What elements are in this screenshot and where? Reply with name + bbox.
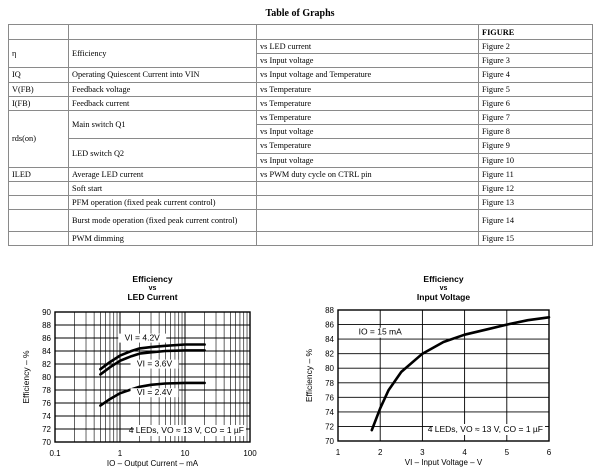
x-tick-label: 1 bbox=[335, 448, 341, 457]
table-row bbox=[9, 68, 593, 82]
x-tick-label: 5 bbox=[504, 448, 510, 457]
figure-cell: Figure 13 bbox=[479, 196, 593, 210]
y-tick-label: 88 bbox=[42, 321, 51, 330]
condition-cell: vs Input voltage bbox=[257, 54, 479, 68]
efficiency-vs-input-voltage-chart bbox=[300, 270, 600, 469]
y-tick-label: 90 bbox=[42, 308, 51, 317]
conditions-annotation: 4 LEDs, VO ≈ 13 V, CO = 1 µF bbox=[427, 424, 543, 434]
parameter-cell: PWM dimming bbox=[69, 232, 257, 246]
parameter-cell: Efficiency bbox=[69, 40, 257, 68]
figure-cell: Figure 3 bbox=[479, 54, 593, 68]
figure-cell: Figure 12 bbox=[479, 181, 593, 195]
condition-cell: vs Temperature bbox=[257, 96, 479, 110]
y-tick-label: 72 bbox=[325, 422, 334, 432]
parameter-cell: Feedback voltage bbox=[69, 82, 257, 96]
y-tick-label: 72 bbox=[42, 425, 51, 434]
x-axis-label: IO – Output Current – mA bbox=[106, 459, 199, 468]
y-tick-label: 84 bbox=[42, 347, 51, 356]
series-label: VI = 4.2V bbox=[124, 332, 160, 343]
symbol-cell: η bbox=[9, 40, 69, 68]
y-tick-label: 78 bbox=[325, 378, 334, 388]
parameter-cell: Main switch Q1 bbox=[69, 110, 257, 138]
condition-cell: vs Temperature bbox=[257, 82, 479, 96]
y-tick-label: 88 bbox=[325, 306, 334, 315]
y-tick-label: 78 bbox=[42, 386, 51, 395]
table-row bbox=[9, 210, 593, 232]
x-tick-label: 10 bbox=[180, 449, 190, 458]
table-row bbox=[9, 167, 593, 181]
table-row bbox=[9, 139, 593, 153]
x-tick-label: 2 bbox=[377, 448, 383, 457]
y-axis-label: Efficiency – % bbox=[304, 348, 314, 403]
y-axis-label: Efficiency – % bbox=[21, 350, 31, 404]
parameter-cell: Burst mode operation (fixed peak current control) bbox=[69, 210, 257, 232]
chart-subtitle: Input Voltage bbox=[416, 292, 471, 302]
parameter-cell: LED switch Q2 bbox=[69, 139, 257, 167]
figure-cell: Figure 8 bbox=[479, 125, 593, 139]
conditions-annotation: 4 LEDs, VO ≈ 13 V, CO = 1 µF bbox=[128, 425, 244, 435]
x-tick-label: 6 bbox=[546, 448, 552, 457]
condition-cell bbox=[257, 210, 479, 232]
symbol-cell bbox=[9, 232, 69, 246]
y-tick-label: 80 bbox=[325, 364, 334, 374]
figure-column-header: FIGURE bbox=[479, 25, 593, 40]
figure-cell: Figure 2 bbox=[479, 40, 593, 54]
symbol-cell: IQ bbox=[9, 68, 69, 82]
parameter-cell: Operating Quiescent Current into VIN bbox=[69, 68, 257, 82]
y-tick-label: 70 bbox=[42, 438, 51, 447]
series-label: VI = 2.4V bbox=[136, 387, 173, 398]
y-tick-label: 74 bbox=[325, 407, 334, 417]
symbol-cell bbox=[9, 181, 69, 195]
symbol-cell bbox=[9, 196, 69, 210]
parameter-cell: PFM operation (fixed peak current control) bbox=[69, 196, 257, 210]
condition-cell: vs Input voltage bbox=[257, 153, 479, 167]
efficiency-vs-led-current-chart bbox=[0, 270, 300, 469]
figure-cell: Figure 11 bbox=[479, 167, 593, 181]
condition-cell: vs Temperature bbox=[257, 139, 479, 153]
condition-cell: vs PWM duty cycle on CTRL pin bbox=[257, 167, 479, 181]
condition-cell: vs LED current bbox=[257, 40, 479, 54]
table-row bbox=[9, 110, 593, 124]
parameter-cell: Average LED current bbox=[69, 167, 257, 181]
symbol-cell: rds(on) bbox=[9, 110, 69, 167]
y-tick-label: 86 bbox=[42, 334, 51, 343]
symbol-cell: ILED bbox=[9, 167, 69, 181]
x-tick-label: 0.1 bbox=[49, 449, 61, 458]
series-label: VI = 3.6V bbox=[136, 358, 173, 369]
symbol-cell bbox=[9, 210, 69, 232]
condition-cell bbox=[257, 181, 479, 195]
table-row bbox=[9, 232, 593, 246]
x-tick-label: 100 bbox=[243, 449, 257, 458]
y-tick-label: 86 bbox=[325, 320, 334, 330]
condition-cell: vs Input voltage and Temperature bbox=[257, 68, 479, 82]
y-tick-label: 82 bbox=[42, 360, 51, 369]
y-tick-label: 80 bbox=[42, 373, 51, 382]
condition-cell bbox=[257, 232, 479, 246]
parameter-cell: Soft start bbox=[69, 181, 257, 195]
condition-cell bbox=[257, 196, 479, 210]
condition-cell: vs Temperature bbox=[257, 110, 479, 124]
x-tick-label: 4 bbox=[462, 448, 467, 457]
figure-cell: Figure 9 bbox=[479, 139, 593, 153]
figure-cell: Figure 7 bbox=[479, 110, 593, 124]
condition-cell: vs Input voltage bbox=[257, 125, 479, 139]
series-label: IO = 15 mA bbox=[358, 326, 402, 337]
y-tick-label: 74 bbox=[42, 412, 51, 421]
table-row bbox=[9, 40, 593, 54]
y-tick-label: 70 bbox=[325, 437, 334, 446]
table-row bbox=[9, 96, 593, 110]
chart-title-vs: vs bbox=[148, 285, 157, 292]
graphs-table bbox=[8, 24, 593, 246]
table-title: Table of Graphs bbox=[265, 8, 335, 19]
chart-title: Efficiency bbox=[132, 274, 173, 284]
x-axis-label: VI – Input Voltage – V bbox=[404, 458, 483, 467]
symbol-cell: V(FB) bbox=[9, 82, 69, 96]
table-row bbox=[9, 82, 593, 96]
y-tick-label: 76 bbox=[325, 393, 334, 403]
y-tick-label: 82 bbox=[325, 349, 334, 359]
figure-cell: Figure 15 bbox=[479, 232, 593, 246]
table-row bbox=[9, 181, 593, 195]
figure-cell: Figure 5 bbox=[479, 82, 593, 96]
chart-title-vs: vs bbox=[439, 285, 448, 292]
table-header-row bbox=[9, 25, 593, 40]
figure-cell: Figure 10 bbox=[479, 153, 593, 167]
chart-title: Efficiency bbox=[423, 274, 464, 284]
figure-cell: Figure 6 bbox=[479, 96, 593, 110]
figure-cell: Figure 4 bbox=[479, 68, 593, 82]
symbol-cell: I(FB) bbox=[9, 96, 69, 110]
y-tick-label: 76 bbox=[42, 399, 51, 408]
figure-cell: Figure 14 bbox=[479, 210, 593, 232]
table-row bbox=[9, 196, 593, 210]
x-tick-label: 3 bbox=[420, 448, 425, 457]
parameter-cell: Feedback current bbox=[69, 96, 257, 110]
chart-subtitle: LED Current bbox=[127, 292, 178, 302]
x-tick-label: 1 bbox=[117, 449, 123, 458]
y-tick-label: 84 bbox=[325, 335, 334, 345]
